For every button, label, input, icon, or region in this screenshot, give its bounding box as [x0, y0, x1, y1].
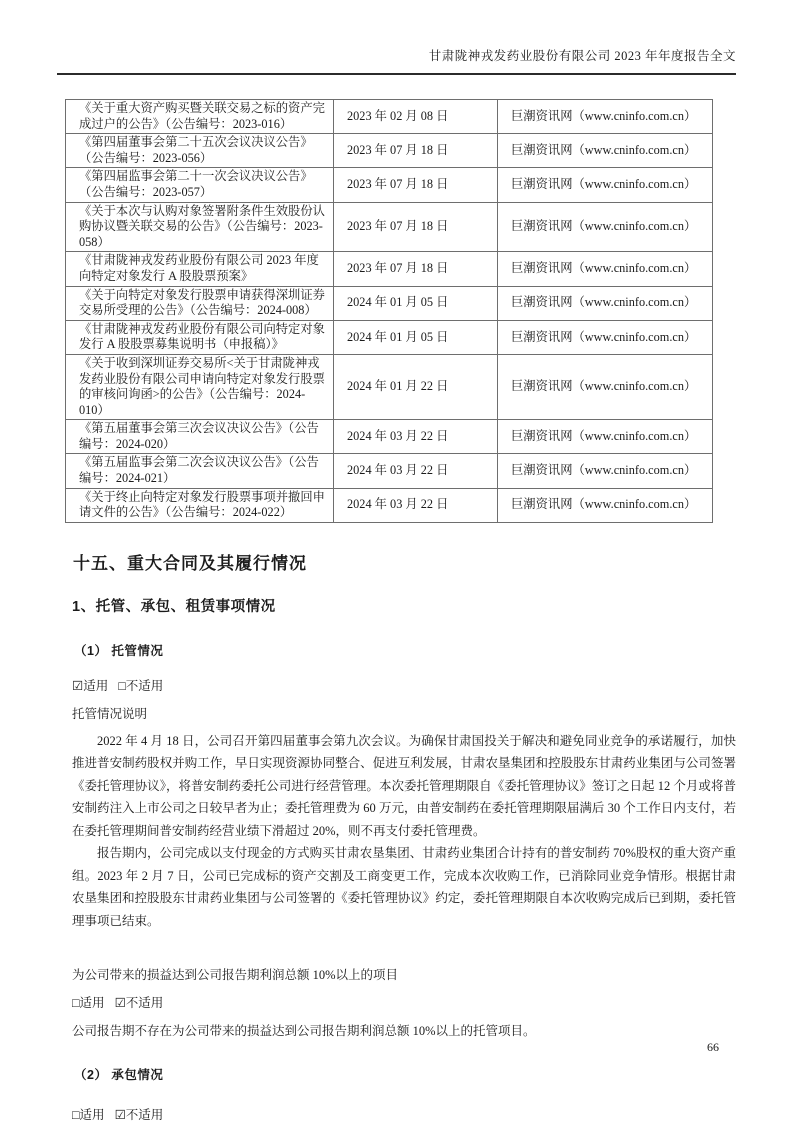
announcement-table [65, 99, 713, 523]
table-row [66, 134, 713, 168]
table-row [66, 488, 713, 522]
announcement-date-cell: 2024 年 01 月 22 日 [334, 354, 498, 419]
table-row [66, 252, 713, 286]
table-row [66, 202, 713, 252]
announcement-table-body [66, 100, 713, 523]
announcement-title-cell: 《第四届董事会第二十五次会议决议公告》（公告编号：2023-056） [66, 134, 334, 168]
announcement-title-cell: 《关于向特定对象发行股票申请获得深圳证券交易所受理的公告》（公告编号：2024-008） [66, 286, 334, 320]
apply-checkbox: □适用 [72, 1108, 105, 1123]
announcement-site-cell: 巨潮资讯网（www.cninfo.com.cn） [498, 488, 713, 522]
announcement-date-cell: 2023 年 02 月 08 日 [334, 100, 498, 134]
announcement-date-cell: 2023 年 07 月 18 日 [334, 202, 498, 252]
page-number: 66 [707, 1040, 719, 1054]
announcement-site-cell: 巨潮资讯网（www.cninfo.com.cn） [498, 320, 713, 354]
announcement-date-cell: 2023 年 07 月 18 日 [334, 168, 498, 202]
not-apply-checkbox-checked: ☑不适用 [114, 996, 164, 1011]
custody-paragraph-1: 2022 年 4 月 18 日，公司召开第四届董事会第九次会议。为确保甘肃国投关于解决和避免同业竞争的承诺履行，加快推进普安制药股权并购工作，早日实现资源协同整合、促进互利发展，甘肃农垦集团和控股股东甘肃药业集团与公司签署《委托管理协议》，将普安制药委托公司进行经营管理。本次委托管理期限自《委托管理协议》签订之日起 12 个月或将普安制药注入上市公司之日较早者为止；委托管理费为 60 万元，由普安制药在委托管理期限届满后 30 个工作日内支付，若在委托管理期间普安制药经营业绩下滑超过 20%，则不再支付委托管理费。 [72, 733, 736, 838]
section-15-heading: 十五、重大合同及其履行情况 [73, 553, 307, 573]
custody-note-label: 托管情况说明 [72, 706, 148, 721]
announcement-site-cell: 巨潮资讯网（www.cninfo.com.cn） [498, 286, 713, 320]
announcement-title-cell: 《关于终止向特定对象发行股票事项并撤回申请文件的公告》（公告编号：2024-022） [66, 488, 334, 522]
announcement-date-cell: 2024 年 01 月 05 日 [334, 320, 498, 354]
announcement-title-cell: 《第五届监事会第二次会议决议公告》（公告编号：2024-021） [66, 454, 334, 488]
report-running-header [57, 46, 736, 75]
custody-applicability-line [72, 678, 736, 695]
announcement-title-cell: 《关于收到深圳证券交易所<关于甘肃陇神戎发药业股份有限公司申请向特定对象发行股票的审核问询函>的公告》（公告编号：2024-010） [66, 354, 334, 419]
announcement-site-cell: 巨潮资讯网（www.cninfo.com.cn） [498, 252, 713, 286]
table-row [66, 286, 713, 320]
announcement-title-cell: 《甘肃陇神戎发药业股份有限公司向特定对象发行 A 股股票募集说明书（申报稿）》 [66, 320, 334, 354]
contracting-heading: （2） 承包情况 [74, 1068, 164, 1083]
announcement-site-cell: 巨潮资讯网（www.cninfo.com.cn） [498, 454, 713, 488]
vertical-spacer [57, 932, 736, 956]
table-row [66, 320, 713, 354]
announcement-site-cell: 巨潮资讯网（www.cninfo.com.cn） [498, 134, 713, 168]
table-row [66, 420, 713, 454]
announcement-date-cell: 2023 年 07 月 18 日 [334, 134, 498, 168]
announcement-date-cell: 2024 年 03 月 22 日 [334, 488, 498, 522]
announcement-title-cell: 《甘肃陇神戎发药业股份有限公司 2023 年度向特定对象发行 A 股股票预案》 [66, 252, 334, 286]
table-row [66, 168, 713, 202]
custody-heading: （1） 托管情况 [74, 643, 164, 658]
profit-applicability-line [72, 995, 736, 1012]
apply-checkbox-checked: ☑适用 [72, 678, 109, 693]
announcement-title-cell: 《第四届监事会第二十一次会议决议公告》（公告编号：2023-057） [66, 168, 334, 202]
table-row [66, 100, 713, 134]
announcement-site-cell: 巨潮资讯网（www.cninfo.com.cn） [498, 100, 713, 134]
subsection-1-heading: 1、托管、承包、租赁事项情况 [72, 598, 276, 615]
announcement-date-cell: 2024 年 03 月 22 日 [334, 420, 498, 454]
table-row [66, 454, 713, 488]
report-header-title: 甘肃陇神戎发药业股份有限公司 2023 年年度报告全文 [428, 49, 736, 63]
announcement-title-cell: 《关于重大资产购买暨关联交易之标的资产完成过户的公告》（公告编号：2023-016） [66, 100, 334, 134]
announcement-date-cell: 2024 年 03 月 22 日 [334, 454, 498, 488]
not-apply-checkbox-checked: ☑不适用 [114, 1108, 164, 1123]
table-row [66, 354, 713, 419]
apply-checkbox: □适用 [72, 996, 105, 1011]
announcement-date-cell: 2023 年 07 月 18 日 [334, 252, 498, 286]
not-apply-checkbox: □不适用 [118, 678, 164, 693]
profit-note: 公司报告期不存在为公司带来的损益达到公司报告期利润总额 10%以上的托管项目。 [72, 1024, 536, 1039]
announcement-title-cell: 《第五届董事会第三次会议决议公告》（公告编号：2024-020） [66, 420, 334, 454]
announcement-date-cell: 2024 年 01 月 05 日 [334, 286, 498, 320]
announcement-title-cell: 《关于本次与认购对象签署附条件生效股份认购协议暨关联交易的公告》（公告编号：2023-058） [66, 202, 334, 252]
announcement-site-cell: 巨潮资讯网（www.cninfo.com.cn） [498, 202, 713, 252]
announcement-site-cell: 巨潮资讯网（www.cninfo.com.cn） [498, 354, 713, 419]
announcement-site-cell: 巨潮资讯网（www.cninfo.com.cn） [498, 168, 713, 202]
custody-paragraph-2: 报告期内，公司完成以支付现金的方式购买甘肃农垦集团、甘肃药业集团合计持有的普安制药 70%股权的重大资产重组。2023 年 2 月 7 日，公司已完成标的资产交割及工商变更工作，完成本次收购工作，已消除同业竞争情形。根据甘肃农垦集团和控股股东甘肃药业集团与公司签署的《委托管理协议》约定，委托管理期限自本次收购完成后已到期，委托管理事项已结束。 [72, 846, 736, 928]
profit-item-label: 为公司带来的损益达到公司报告期利润总额 10%以上的项目 [72, 968, 399, 983]
announcement-site-cell: 巨潮资讯网（www.cninfo.com.cn） [498, 420, 713, 454]
